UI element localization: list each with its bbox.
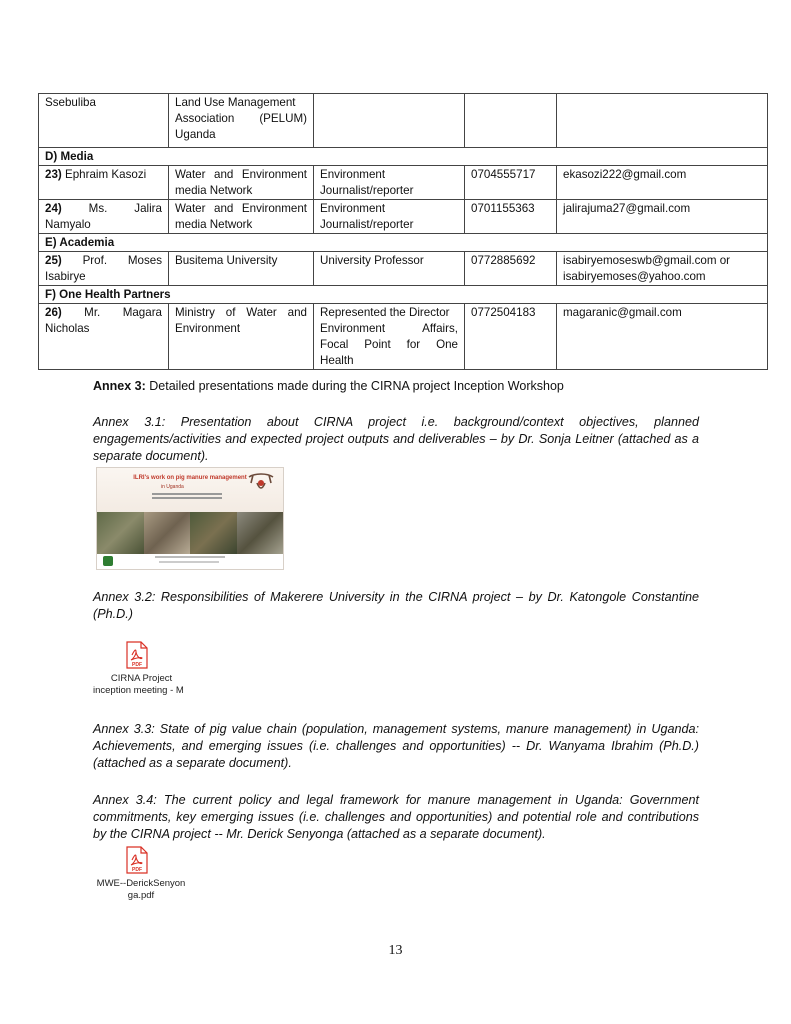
org-line: Environment	[175, 322, 241, 335]
name-cell	[39, 304, 169, 370]
participant-first-name: Magara	[122, 306, 162, 319]
participant-last-name: Nicholas	[45, 322, 90, 335]
table-row	[39, 252, 768, 286]
org-cell	[169, 94, 314, 148]
slide-text-line	[152, 493, 222, 495]
role-line: Health	[320, 354, 354, 367]
table-row	[39, 200, 768, 234]
email-cell: jalirajuma27@gmail.com	[557, 200, 768, 234]
photo	[237, 512, 284, 554]
role-line: Represented the Director	[320, 306, 450, 319]
email-cell: ekasozi222@gmail.com	[557, 166, 768, 200]
table-row	[39, 304, 768, 370]
slide-photos	[97, 512, 283, 554]
name-cell	[39, 252, 169, 286]
participant-last-name: Isabirye	[45, 270, 86, 283]
paragraph-line: Annex 3.1: Presentation about CIRNA project i.e. background/context objectives, planned	[93, 415, 699, 429]
participant-title: Mr.	[84, 306, 101, 319]
paragraph-line: Annex 3.3: State of pig value chain (population, management systems, manure management) in Uganda:	[93, 722, 699, 736]
org-cell: Busitema University	[169, 252, 314, 286]
role-cell	[314, 166, 465, 200]
org-line: media Network	[175, 184, 253, 197]
participant-last-name: Namyalo	[45, 218, 91, 231]
presentation-thumbnail[interactable]	[96, 467, 284, 570]
email-line: isabiryemoseswb@gmail.com or	[563, 254, 731, 267]
role-cell	[314, 200, 465, 234]
participant-title: Prof.	[82, 254, 108, 267]
attachment-label-line: inception meeting - M	[93, 685, 184, 696]
photo	[190, 512, 237, 554]
annex-3-4-paragraph	[93, 792, 699, 843]
section-heading-academia: E) Academia	[39, 234, 768, 252]
paragraph-line: separate document).	[93, 449, 209, 463]
participants-table	[38, 93, 768, 370]
phone-cell: 0704555717	[465, 166, 557, 200]
role-line: Focal Point for One	[320, 338, 458, 351]
page-number: 13	[388, 943, 403, 958]
pig-logo-icon	[247, 471, 275, 497]
role-cell	[314, 94, 465, 148]
paragraph-line: commitments, key emerging issues (i.e. challenges and opportunities) and potential role and contributions	[93, 810, 699, 824]
phone-cell: 0772504183	[465, 304, 557, 370]
svg-text:PDF: PDF	[132, 867, 142, 873]
slide-title: ILRI's work on pig manure management	[133, 475, 247, 481]
org-cell	[169, 166, 314, 200]
role-cell	[314, 304, 465, 370]
attachment-label-line: MWE--DerickSenyon	[96, 878, 186, 889]
pdf-icon[interactable]	[126, 846, 148, 874]
org-line: Association (PELUM)	[175, 112, 307, 125]
participant-name: Ephraim Kasozi	[65, 168, 147, 181]
org-line: media Network	[175, 218, 253, 231]
role-line: Journalist/reporter	[320, 218, 414, 231]
name-cell	[39, 200, 169, 234]
org-line: Uganda	[175, 128, 216, 141]
paragraph-line: Annex 3.4: The current policy and legal framework for manure management in Uganda: Government	[93, 793, 699, 807]
org-cell	[169, 200, 314, 234]
participant-title: Ms.	[88, 202, 108, 215]
role-line: Journalist/reporter	[320, 184, 414, 197]
section-heading-media: D) Media	[39, 148, 768, 166]
phone-cell	[465, 94, 557, 148]
org-line: Ministry of Water and	[175, 306, 307, 319]
section-row	[39, 148, 768, 166]
row-number: 24)	[45, 202, 62, 215]
role-line: Environment	[320, 168, 386, 181]
email-cell: magaranic@gmail.com	[557, 304, 768, 370]
slide-text-line	[152, 497, 222, 499]
row-number: 23)	[45, 168, 62, 181]
annex-heading-text: Detailed presentations made during the CIRNA project Inception Workshop	[145, 379, 564, 393]
org-line: Water and Environment	[175, 202, 307, 215]
section-row	[39, 234, 768, 252]
paragraph-line: (attached as a separate document).	[93, 756, 292, 770]
email-line: isabiryemoses@yahoo.com	[563, 270, 706, 283]
paragraph-line: (Ph.D.)	[93, 607, 133, 621]
org-line: Land Use Management	[175, 96, 296, 109]
attachment-label[interactable]	[86, 878, 196, 902]
table-row	[39, 94, 768, 148]
org-cell	[169, 304, 314, 370]
attachment-label[interactable]	[93, 673, 190, 697]
photo	[144, 512, 191, 554]
paragraph-line: engagements/activities and expected project outputs and deliverables – by Dr. Sonja Leitner (attached as a	[93, 432, 699, 446]
name-cell	[39, 166, 169, 200]
row-number: 26)	[45, 306, 62, 319]
paragraph-line: Achievements, and emerging issues (i.e. challenges and opportunities) -- Dr. Wanyama Ibrahim (Ph.D.)	[93, 739, 699, 753]
phone-cell: 0701155363	[465, 200, 557, 234]
attachment-label-line: ga.pdf	[127, 890, 155, 901]
row-number: 25)	[45, 254, 62, 267]
paragraph-line: by the CIRNA project -- Mr. Derick Senyonga (attached as a separate document).	[93, 827, 546, 841]
name-first-line	[45, 305, 162, 321]
org-line: Water and Environment	[175, 168, 307, 181]
role-line: Environment Affairs,	[320, 322, 458, 335]
paragraph-line: Annex 3.2: Responsibilities of Makerere University in the CIRNA project – by Dr. Katongole Constantine	[93, 590, 699, 604]
annex-3-1-paragraph	[93, 414, 699, 465]
slide-subtitle: in Uganda	[161, 484, 184, 490]
participant-first-name: Moses	[127, 254, 162, 267]
name-first-line	[45, 201, 162, 217]
phone-cell: 0772885692	[465, 252, 557, 286]
table-row	[39, 166, 768, 200]
email-cell	[557, 94, 768, 148]
attachment-label-line: CIRNA Project	[110, 673, 173, 684]
logo-icon	[103, 556, 113, 566]
svg-text:PDF: PDF	[132, 662, 142, 668]
section-heading-one-health: F) One Health Partners	[39, 286, 768, 304]
slide-text-line	[159, 561, 219, 563]
annex-label: Annex 3:	[93, 379, 146, 393]
slide-footer	[97, 554, 283, 569]
pdf-icon[interactable]	[126, 641, 148, 669]
email-cell	[557, 252, 768, 286]
slide-text-line	[155, 556, 225, 558]
participant-name: Ssebuliba	[45, 96, 96, 109]
role-line: Environment	[320, 202, 386, 215]
annex-3-heading	[93, 379, 713, 393]
name-cell	[39, 94, 169, 148]
name-first-line	[45, 253, 162, 269]
photo	[97, 512, 144, 554]
section-row	[39, 286, 768, 304]
participant-first-name: Jalira	[134, 202, 162, 215]
role-cell: University Professor	[314, 252, 465, 286]
annex-3-2-paragraph	[93, 589, 699, 623]
annex-3-3-paragraph	[93, 721, 699, 772]
